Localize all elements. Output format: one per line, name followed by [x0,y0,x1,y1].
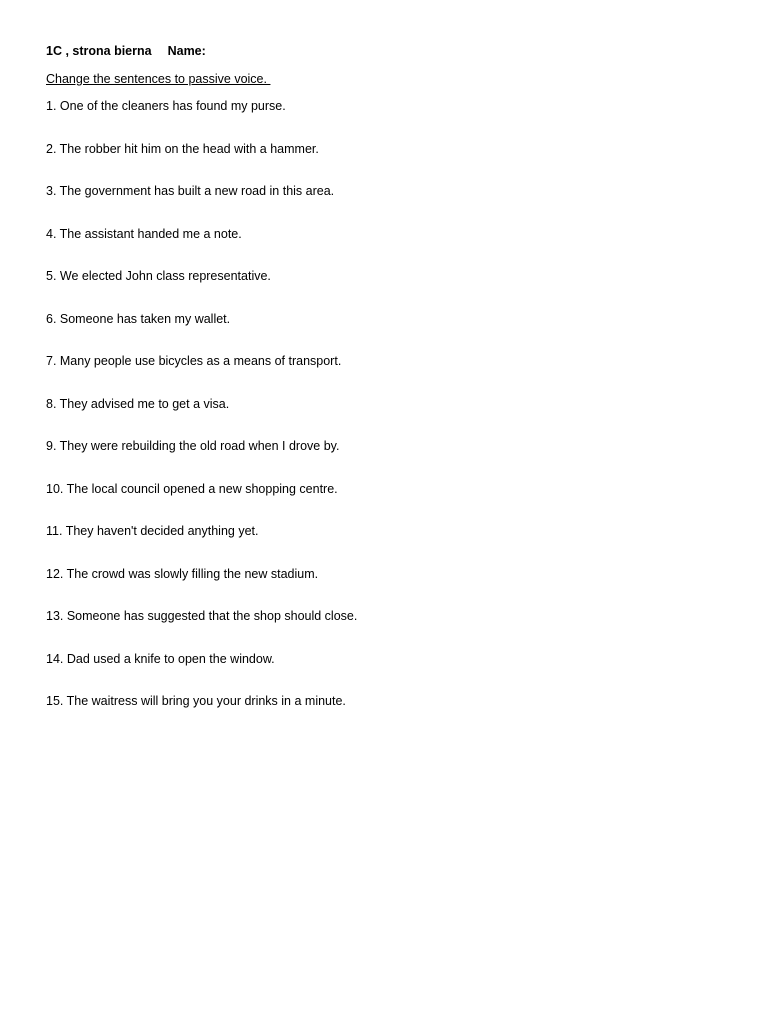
sentence-item: 10. The local council opened a new shopping centre. [46,481,338,496]
sentence-item: 2. The robber hit him on the head with a hammer. [46,141,319,156]
sentence-item: 15. The waitress will bring you your drinks in a minute. [46,694,346,708]
name-label: Name: [167,44,206,58]
sentence-item: 12. The crowd was slowly filling the new stadium. [46,566,319,581]
sentence-item: 4. The assistant handed me a note. [46,226,242,241]
sentence-item: 1. One of the cleaners has found my purse. [46,99,286,113]
sentence-list [46,98,357,736]
instruction-text: Change the sentences to passive voice. [46,72,271,86]
sentence-item: 6. Someone has taken my wallet. [46,311,231,326]
worksheet-header [46,43,206,59]
sentence-item: 13. Someone has suggested that the shop should close. [46,609,358,623]
sentence-item: 9. They were rebuilding the old road when I drove by. [46,439,340,453]
sentence-item: 7. Many people use bicycles as a means of transport. [46,354,342,368]
sentence-item: 5. We elected John class representative. [46,269,271,283]
worksheet-title: 1C , strona bierna [46,44,152,58]
sentence-item: 11. They haven't decided anything yet. [46,524,259,538]
sentence-item: 14. Dad used a knife to open the window. [46,651,275,666]
sentence-item: 3. The government has built a new road in this area. [46,184,335,198]
sentence-item: 8. They advised me to get a visa. [46,396,230,411]
